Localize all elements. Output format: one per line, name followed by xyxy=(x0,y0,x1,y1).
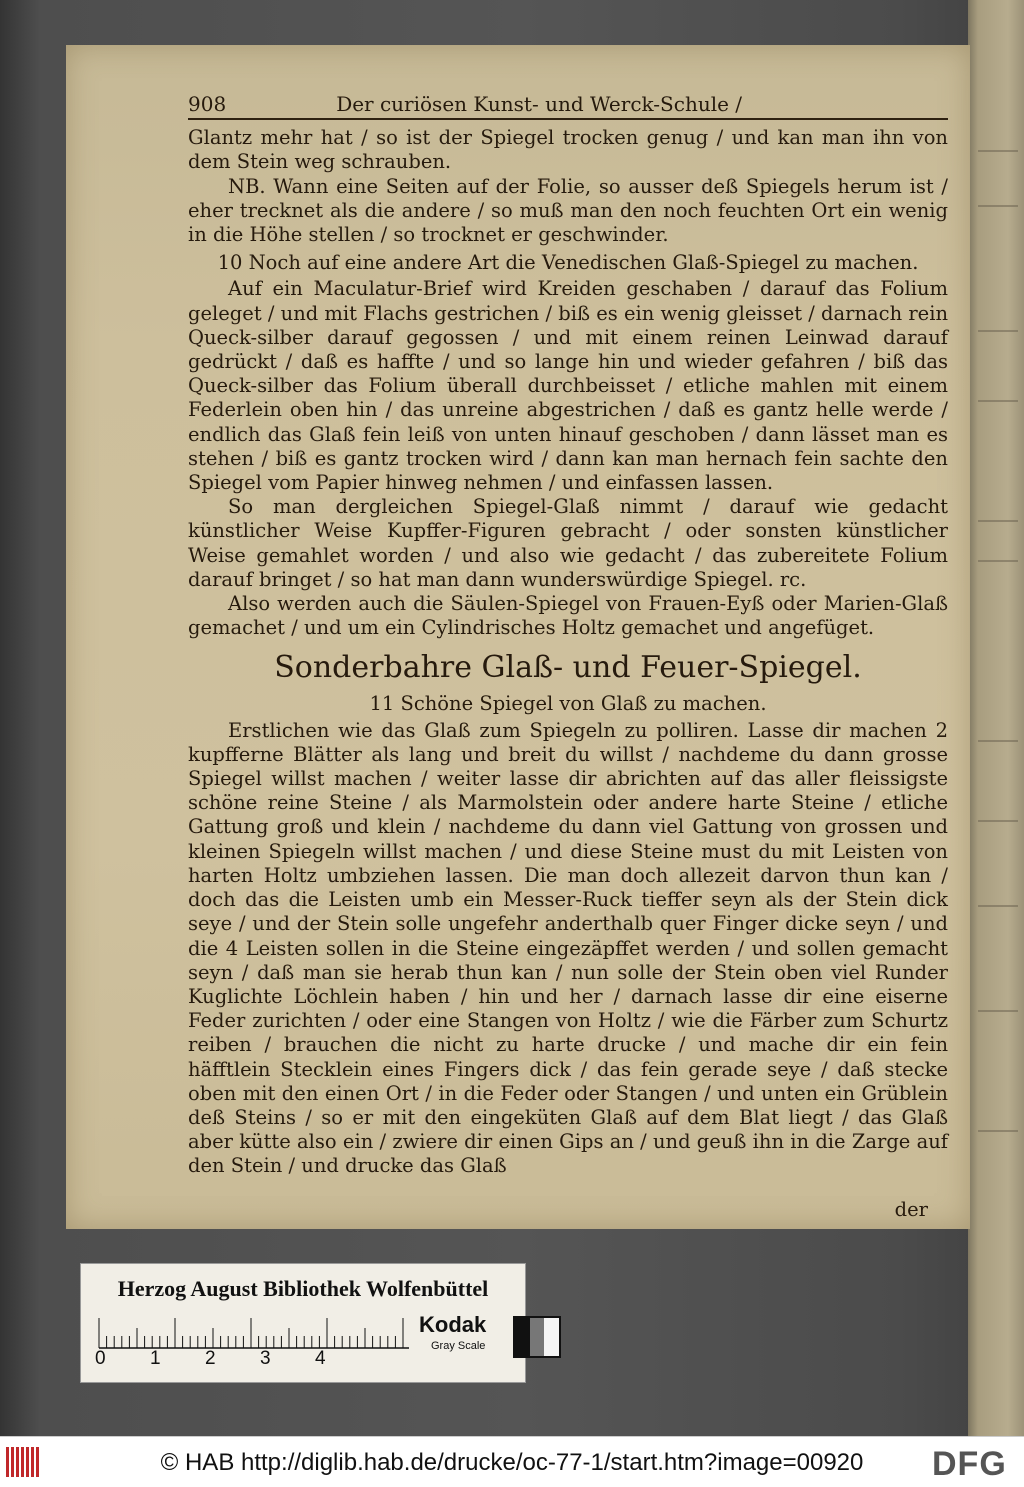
copyright-url: © HAB http://diglib.hab.de/drucke/oc-77-1/start.htm?image=00920 xyxy=(160,1449,864,1476)
gray-scale-label: Gray Scale xyxy=(431,1340,486,1352)
paragraph: Glantz mehr hat / so ist der Spiegel trocken genug / und kan man ihn von dem Stein weg schrauben. xyxy=(188,126,948,174)
ruler-number: 3 xyxy=(260,1348,271,1369)
adjacent-page-edge xyxy=(968,0,1024,1436)
kodak-logo: Kodak xyxy=(419,1312,487,1337)
catchword: der xyxy=(894,1198,928,1222)
ruler-numbers xyxy=(87,1348,407,1372)
ruler-number: 2 xyxy=(205,1348,216,1369)
paragraph: Also werden auch die Säulen-Spiegel von Frauen-Eyß oder Marien-Glaß gemachet / und um ein Cylindrisches Holtz gemachet und angefüget. xyxy=(188,592,948,640)
gray-scale-patches xyxy=(513,1316,561,1358)
ruler-number: 0 xyxy=(95,1348,106,1369)
page-text xyxy=(188,92,948,1242)
dfg-logo: DFG xyxy=(932,1445,1007,1483)
library-name: Herzog August Bibliothek Wolfenbüttel xyxy=(117,1276,489,1301)
page-number: 908 xyxy=(188,92,227,116)
scale-ruler xyxy=(91,1312,411,1350)
ruler-number: 4 xyxy=(315,1348,326,1369)
chapter-heading: Sonderbahre Glaß- und Feuer-Spiegel. xyxy=(274,650,862,686)
ruler-number: 1 xyxy=(150,1348,161,1369)
running-title: Der curiösen Kunst- und Werck-Schule / xyxy=(336,92,743,116)
paragraph: So man dergleichen Spiegel-Glaß nimmt / darauf wie gedacht künstlicher Weise Kupffer-Figuren gebracht / oder sonsten künstlicher Weise gemahlet worden / und also wie gedacht / das zubereitete Folium darauf bringet / so hat man dann wunderswürdige Spiegel. rc. xyxy=(188,495,948,591)
paragraph: Erstlichen wie das Glaß zum Spiegeln zu polliren. Lasse dir machen 2 kupfferne Blätter als lang und breit du willst / nachdeme du dann grosse Spiegel willst machen / weiter lasse dir abrichten auf das aller fleissigste schöne reine Steine / als Marmolstein oder andere harte Steine / etliche Gattung groß und klein / nachdeme du dann viel Gattung von grossen und kleinen Spiegeln willst machen / und diese Steine must du mit Leisten von harten Holtz umbziehen lassen. Die man doch allezeit darvon thun kan / doch das die Leisten umb ein Messer-Ruck tieffer seyn als der Stein dick seye / und der Stein solle ungefehr anderthalb quer Finger dicke seyn / und die 4 Leisten sollen in die Steine eingezäpffet werden / und sollen gemacht seyn / daß man sie herab thun kan / nun solle der Stein oben viel Runder Kuglichte Löchlein haben / hin und her / darnach lasse dir eine eiserne Feder zurichten / oder eine Stangen von Holtz / wie die Färber zum Schurtz reiben / brauchen die nicht zu harte drucke / und mache dir ein fein häfftlein Stecklein eines Fingers dick / das fein gerade seye / daß stecke oben mit den einen Ort / in die Feder oder Stangen / und unten ein Grüblein deß Steins / so er mit den eingeküten Glaß auf dem Blat liegt / das Glaß aber kütte also ein / zwiere dir einen Gips an / und geuß ihn in die Zarge auf den Stein / und drucke das Glaß xyxy=(188,718,948,1178)
running-head xyxy=(188,92,948,116)
paragraph: NB. Wann eine Seiten auf der Folie, so ausser deß Spiegels herum ist / eher trecknet als die andere / so muß man den noch feuchten Ort ein wenig in die Höhe stellen / so trocknet er geschwinder. xyxy=(188,174,948,247)
library-colorcard xyxy=(80,1263,526,1383)
head-rule xyxy=(188,118,948,120)
section-heading: 11 Schöne Spiegel von Glaß zu machen. xyxy=(369,692,767,716)
section-heading: 10 Noch auf eine andere Art die Venedischen Glaß-Spiegel zu machen. xyxy=(217,251,919,275)
paragraph: Auf ein Maculatur-Brief wird Kreiden geschaben / darauf das Folium geleget / und mit Flachs gestrichen / biß es ein wenig gleisset / darnach rein Queck-silber darauf gegossen / und mit einem reinen Leinwad darauf gedrückt / daß es haffte / und so lange hin und wieder gefahren / biß das Queck-silber das Folium überall durchbeisset / etliche mahlen mit einem Federlein oben hin / das unreine abgestrichen / daß es gantz helle werde / endlich das Glaß fein leiß von unten hinauf geschoben / dann lässet man es stehen / biß es gantz trocken wird / dann kan man hernach fein sachte den Spiegel vom Papier hinweg nehmen / und einfassen lassen. xyxy=(188,277,948,495)
text-blocks xyxy=(188,126,948,1222)
footer-bar xyxy=(0,1436,1024,1487)
